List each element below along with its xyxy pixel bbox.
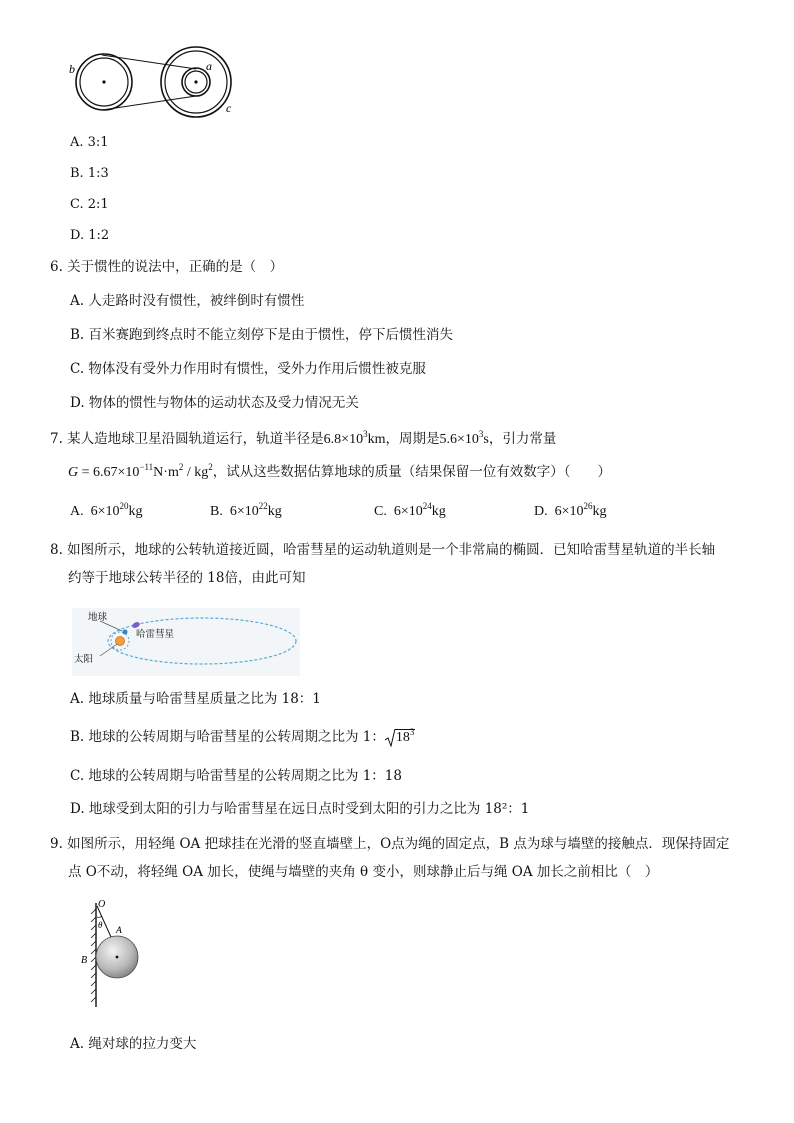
- q7-option-d: D. $6\times 10^{26}kg$: [534, 501, 607, 519]
- q5-option-a: A. 3:1: [70, 135, 109, 150]
- q5-option-c: C. 2:1: [70, 197, 109, 212]
- q8-stem-line2: 约等于地球公转半径的 18倍，由此可知: [68, 570, 306, 586]
- sqrt-expression: $18^3$: [385, 728, 416, 748]
- q7-option-c: C. $6\times 10^{24}kg$: [374, 501, 446, 519]
- q6-stem: 6. 关于惯性的说法中，正确的是（ ）: [50, 259, 284, 275]
- fig-label-sun: 太阳: [74, 655, 94, 665]
- q7-stem-line2: [68, 462, 611, 483]
- q6-option-c: C. 物体没有受外力作用时有惯性，受外力作用后惯性被克服: [70, 361, 426, 377]
- q7-stem-line1: [50, 429, 556, 450]
- q7-period: $5.6\times 10^3s$: [439, 429, 489, 447]
- label-c: c: [226, 101, 232, 115]
- halley-orbit-figure: [72, 608, 300, 676]
- label-a: a: [206, 59, 212, 73]
- q8-stem-line1: 8. 如图所示，地球的公转轨道接近圆，哈雷彗星的运动轨道则是一个非常扁的椭圆．已知哈雷彗星轨道的半长轴: [50, 542, 716, 558]
- q7-stem-b: ，周期是: [385, 431, 440, 447]
- q5-option-b: B. 1:3: [70, 166, 109, 181]
- q7-option-a: A. $6\times 10^{20}kg$: [70, 501, 143, 519]
- fig-label-comet: 哈雷彗星: [136, 630, 175, 640]
- label-o: O: [98, 899, 106, 910]
- belt-pulley-figure: [60, 40, 250, 122]
- q9-stem-line1: 9. 如图所示，用轻绳 OA 把球挂在光滑的竖直墙壁上，O点为绳的固定点，B 点为球与墙壁的接触点．现保持固定: [50, 836, 730, 852]
- q7-gravity-constant: $G = 6.67\times 10^{-11}N\cdot m^2 / kg^2$: [68, 462, 213, 480]
- fig-label-earth: 地球: [88, 613, 108, 623]
- ball-wall-figure: [78, 895, 150, 1010]
- q9-stem-line2: 点 O不动，将轻绳 OA 加长，使绳与墙壁的夹角 θ 变小，则球静止后与绳 OA 加长之前相比（ ）: [68, 864, 659, 880]
- q8-option-a: A. 地球质量与哈雷彗星质量之比为 18：1: [70, 691, 321, 707]
- q8-option-d: D. 地球受到太阳的引力与哈雷彗星在远日点时受到太阳的引力之比为 18²：1: [70, 801, 530, 817]
- q7-stem-c: ，引力常量: [488, 431, 557, 447]
- label-b: b: [69, 62, 75, 76]
- q7-stem-a: 7. 某人造地球卫星沿圆轨道运行，轨道半径是: [50, 431, 324, 447]
- label-theta: θ: [98, 920, 103, 930]
- q5-option-d: D. 1:2: [70, 228, 110, 243]
- q7-option-b: B. $6\times 10^{22}kg$: [210, 501, 282, 519]
- q8-option-c: C. 地球的公转周期与哈雷彗星的公转周期之比为 1：18: [70, 768, 402, 784]
- q8-option-b: B. 地球的公转周期与哈雷彗星的公转周期之比为 1： $18^3$: [70, 727, 415, 748]
- q6-option-d: D. 物体的惯性与物体的运动状态及受力情况无关: [70, 395, 359, 411]
- earth-icon: [123, 630, 128, 635]
- q6-option-a: A. 人走路时没有惯性，被绊倒时有惯性: [70, 293, 305, 309]
- label-b: B: [81, 955, 88, 966]
- q7-stem-d: ，试从这些数据估算地球的质量（结果保留一位有效数字）（ ）: [212, 464, 611, 480]
- q6-option-b: B. 百米赛跑到终点时不能立刻停下是由于惯性，停下后惯性消失: [70, 327, 454, 343]
- label-a: A: [116, 926, 122, 936]
- q9-option-a: A. 绳对球的拉力变大: [70, 1036, 197, 1052]
- q7-radius: $6.8\times 10^3km$: [323, 429, 386, 447]
